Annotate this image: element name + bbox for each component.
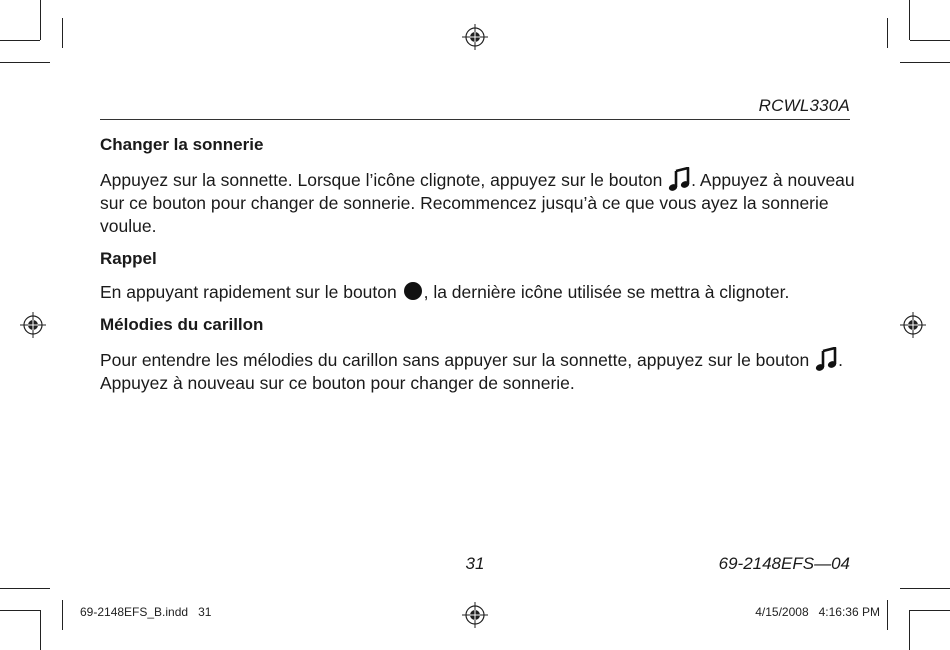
section-text-chime-melodies: [100, 347, 855, 395]
slug-timestamp: 4/15/2008 4:16:36 PM: [755, 605, 880, 619]
crop-mark-top-right-v: [909, 0, 910, 40]
crop-mark-bottom-right-h2: [910, 610, 950, 611]
music-note-icon: [815, 347, 837, 371]
text-after-icon: , la dernière icône utilisée se mettra à clignoter.: [423, 282, 790, 302]
music-note-icon: [668, 167, 690, 191]
text-before-icon: Pour entendre les mélodies du carillon sans appuyer sur la sonnette, appuyez sur le bouton: [100, 350, 815, 370]
section-text-recall: [100, 281, 855, 304]
crop-mark-top-right-inner: [887, 18, 888, 48]
section-heading-ringtone: Changer la sonnerie: [100, 135, 264, 154]
section-heading-recall: Rappel: [100, 249, 157, 268]
model-number: RCWL330A: [758, 96, 850, 115]
crop-mark-bottom-right-v: [909, 610, 910, 650]
registration-mark-left: [20, 312, 46, 338]
section-heading-chime-melodies: Mélodies du carillon: [100, 315, 264, 334]
registration-mark-bottom: [462, 602, 488, 628]
text-after-icon: . Appuyez à nouveau sur ce bouton pour changer de sonnerie.: [100, 350, 843, 393]
page-number: 31: [465, 554, 485, 573]
slug-filename: 69-2148EFS_B.indd 31: [80, 605, 212, 619]
crop-mark-bottom-left-h2: [0, 610, 40, 611]
crop-mark-top-left-outer: [0, 62, 50, 63]
crop-mark-top-left-inner: [62, 18, 63, 48]
crop-mark-bottom-right-h: [900, 588, 950, 589]
text-before-icon: En appuyant rapidement sur le bouton: [100, 282, 402, 302]
crop-mark-bottom-right-inner: [887, 600, 888, 630]
text-before-icon: Appuyez sur la sonnette. Lorsque l’icône clignote, appuyez sur le bouton: [100, 170, 668, 190]
crop-mark-top-right-h: [910, 40, 950, 41]
filled-circle-icon: [403, 281, 423, 301]
crop-mark-top-left-v: [40, 0, 41, 40]
crop-mark-bottom-left-h: [0, 588, 50, 589]
crop-mark-top-left-h: [0, 40, 40, 41]
section-text-ringtone: [100, 167, 855, 238]
crop-mark-top-right-outer: [900, 62, 950, 63]
crop-mark-bottom-left-v: [40, 610, 41, 650]
text-after-icon: . Appuyez à nouveau sur ce bouton pour changer de sonnerie. Recommencez jusqu’à ce que vous ayez la sonnerie voulue.: [100, 170, 855, 236]
document-code: 69-2148EFS—04: [718, 554, 850, 573]
crop-mark-bottom-left-inner: [62, 600, 63, 630]
header-rule: [100, 119, 850, 120]
document-body: [100, 134, 855, 405]
registration-mark-right: [900, 312, 926, 338]
registration-mark-top: [462, 24, 488, 50]
